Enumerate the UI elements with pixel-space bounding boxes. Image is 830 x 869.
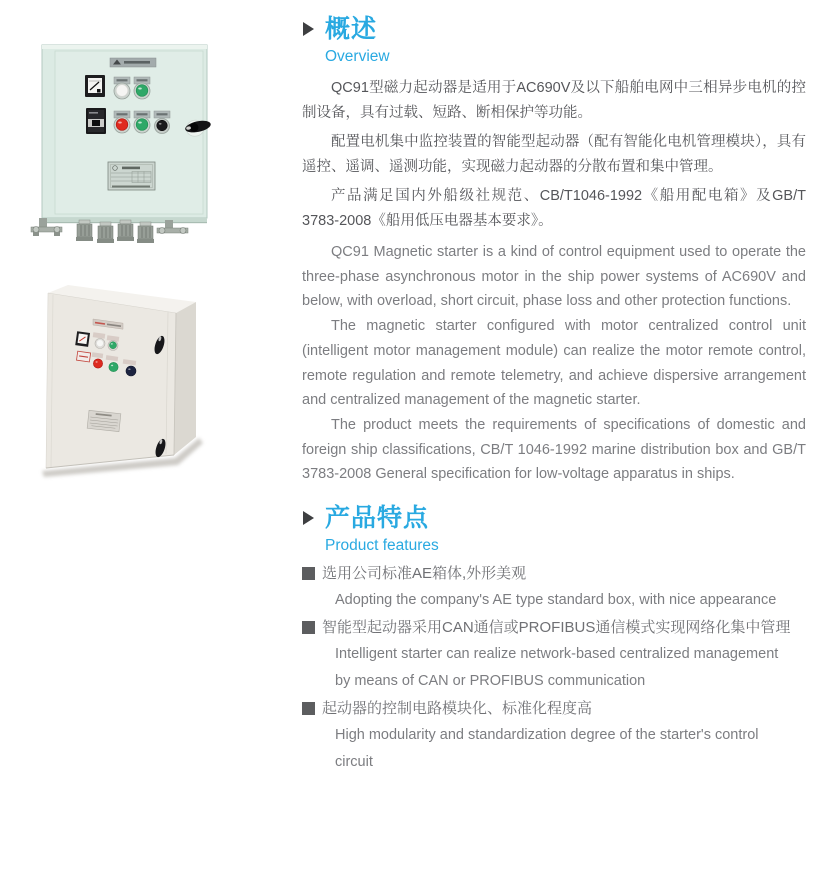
green-pushbutton-start — [134, 83, 150, 99]
feature-item — [302, 695, 806, 776]
feature-cn-text: 智能型起动器采用CAN通信或PROFIBUS通信模式实现网络化集中管理 — [322, 619, 791, 637]
cabinet-perspective-body — [46, 285, 196, 468]
cabinet2-meter — [75, 331, 90, 347]
breaker-switch — [86, 108, 106, 134]
feature-cn-line — [302, 614, 806, 641]
overview-en-paragraphs — [302, 240, 806, 487]
overview-header — [302, 14, 806, 66]
features-list — [302, 560, 806, 776]
cabinet-front-photo — [25, 38, 240, 250]
overview-title-en: Overview — [325, 48, 390, 65]
cabinet2-red-plate — [77, 351, 91, 362]
features-title-cn: 产品特点 — [325, 504, 430, 533]
features-section — [302, 503, 806, 776]
feature-cn-text: 选用公司标准AE箱体,外形美观 — [322, 565, 527, 583]
feature-cn-line — [302, 560, 806, 587]
section-marker-triangle-icon — [303, 511, 314, 525]
overview-title-cn: 概述 — [325, 15, 378, 43]
overview-cn-paragraph: 配置电机集中监控装置的智能型起动器（配有智能化电机管理模块），具有遥控、遥调、遥测功能，实现磁力起动器的分散布置和集中管理。 — [302, 134, 806, 175]
feature-cn-line — [302, 695, 806, 722]
white-pushbutton — [114, 83, 130, 99]
overview-en-paragraph: The magnetic starter configured with motor centralized control unit (intelligent motor management module) can realize the motor remote control, remote regulation and remote telemetry, and achieve dispersive arrangement and centralized management of the magnetic starter. — [302, 318, 806, 409]
green-pushbutton-2 — [134, 117, 150, 133]
section-marker-triangle-icon — [303, 22, 314, 36]
cabinet-front-top-label — [110, 58, 156, 67]
overview-en-paragraph: QC91 Magnetic starter is a kind of control equipment used to operate the three-phase asynchronous motor in the ship power systems of AC690V and below, with overload, short circuit, phase loss and other protection functions. — [302, 244, 806, 310]
overview-cn-paragraphs — [302, 76, 806, 234]
cabinet2-nameplate — [87, 410, 121, 431]
overview-cn-paragraph: QC91型磁力起动器是适用于AC690V及以下船舶电网中三相异步电机的控制设备，具有过载、短路、断相保护等功能。 — [302, 80, 806, 121]
overview-section — [302, 14, 806, 487]
feature-cn-text: 起动器的控制电路模块化、标准化程度高 — [322, 700, 593, 718]
cable-glands — [76, 220, 154, 243]
feature-en-text: Adopting the company's AE type standard box, with nice appearance — [335, 592, 777, 609]
feature-item — [302, 560, 806, 614]
overview-cn-paragraph: 产品满足国内外船级社规范、CB/T1046-1992《船用配电箱》及GB/T 3783-2008《船用低压电器基本要求》。 — [302, 188, 806, 229]
square-bullet-icon — [302, 702, 315, 715]
feature-en-text: High modularity and standardization degree of the starter's control circuit — [335, 727, 759, 771]
feature-en-text: Intelligent starter can realize network-based centralized management by means of CAN or PROFIBUS communication — [335, 646, 779, 690]
black-pushbutton — [155, 119, 170, 134]
square-bullet-icon — [302, 567, 315, 580]
feature-item — [302, 614, 806, 695]
cabinet-perspective-photo — [35, 278, 220, 488]
red-pushbutton-stop — [114, 117, 130, 133]
square-bullet-icon — [302, 621, 315, 634]
features-header — [302, 503, 806, 555]
nameplate — [108, 162, 155, 190]
ammeter — [85, 75, 105, 97]
content-column — [302, 14, 806, 776]
overview-en-paragraph: The product meets the requirements of specifications of domestic and foreign ship classifications, CB/T 1046-1992 marine distribution box and GB/T 3783-2008 General specification for low-voltage apparatus in ships. — [302, 416, 806, 483]
features-title-en: Product features — [325, 537, 439, 555]
